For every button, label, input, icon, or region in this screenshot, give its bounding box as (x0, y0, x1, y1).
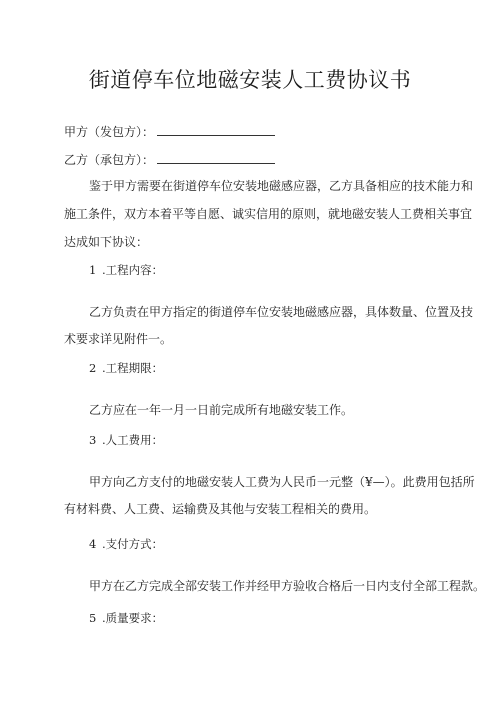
party-b-label: 乙方（承包方）： (64, 153, 155, 167)
section-title: .人工费用： (102, 433, 164, 447)
section-heading (89, 360, 163, 376)
party-a-line (64, 124, 275, 140)
section-number: 5 (89, 611, 97, 625)
party-b-line (64, 152, 275, 168)
section-body-line: 有材料费、人工费、运输费及其他与安装工程相关的费用。 (64, 502, 377, 516)
party-a-blank[interactable] (157, 124, 275, 136)
party-b-blank[interactable] (157, 152, 275, 164)
section-number: 3 (89, 433, 97, 447)
intro-line: 达成如下协议： (64, 235, 149, 249)
section-body-line: 乙方负责在甲方指定的街道停车位安装地磁感应器，具体数量、位置及技 (89, 305, 474, 319)
party-a-label: 甲方（发包方）： (64, 125, 155, 139)
section-heading (89, 432, 163, 448)
section-body-line: 甲方向乙方支付的地磁安装人工费为人民币一元整（¥—）。此费用包括所 (89, 475, 475, 489)
section-number: 4 (89, 537, 97, 551)
section-heading (89, 536, 163, 552)
section-body-line: 乙方应在一年一月一日前完成所有地磁安装工作。 (89, 403, 354, 417)
section-body-line: 甲方在乙方完成全部安装工作并经甲方验收合格后一日内支付全部工程款。 (89, 579, 486, 593)
section-number: 1 (89, 263, 97, 277)
section-title: .工程期限： (102, 361, 164, 375)
section-body-line: 术要求详见附件一。 (64, 332, 173, 346)
section-title: .支付方式： (102, 537, 164, 551)
section-heading (89, 610, 163, 626)
section-heading (89, 262, 163, 278)
document-title: 街道停车位地磁安装人工费协议书 (88, 68, 412, 92)
section-title: .质量要求： (102, 611, 164, 625)
intro-line: 鉴于甲方需要在街道停车位安装地磁感应器，乙方具备相应的技术能力和 (89, 179, 474, 193)
intro-line: 施工条件，双方本着平等自愿、诚实信用的原则，就地磁安装人工费相关事宜 (64, 207, 473, 221)
section-title: .工程内容： (102, 263, 164, 277)
section-number: 2 (89, 361, 97, 375)
